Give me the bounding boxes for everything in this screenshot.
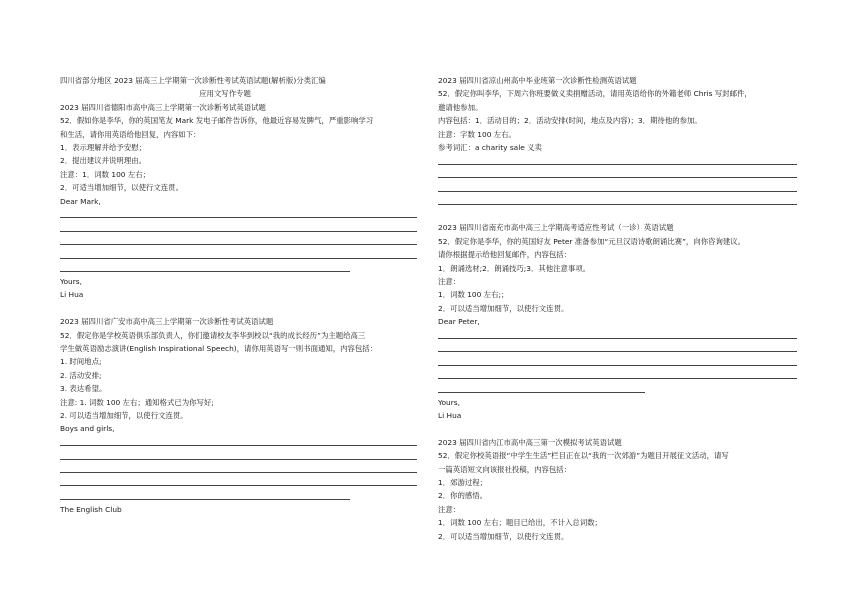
section-spacer: [60, 302, 420, 315]
document-subtitle: 应用文写作专题: [199, 89, 251, 99]
note-label: 注意：: [438, 277, 461, 287]
question-text: 52．假定你叫李华，下周六你班要做义卖捐赠活动，请用英语给你的外籍老师 Chris 写封邮件，: [438, 89, 752, 99]
section-title-liangshan: 2023 届四川省凉山州高中毕业班第一次诊断性检测英语试题: [438, 76, 637, 85]
question-text: 请你根据提示给他回复邮件，内容包括：: [438, 250, 572, 260]
answer-line[interactable]: [438, 382, 798, 395]
note-text: 2．可适当增加细节，以使行文连贯。: [60, 183, 183, 193]
answer-line[interactable]: [60, 436, 420, 449]
question-text: 学生做英语励志演讲(English Inspirational Speech)，请你用英语写一则书面通知，内容包括：: [60, 344, 378, 354]
answer-line[interactable]: [60, 248, 420, 261]
requirement-item: 1. 时间地点;: [60, 357, 102, 367]
question-text: 52．假定你是李华，你的英国好友 Peter 准备参加“元旦汉语诗歌朗诵比赛”，向你咨询建议。: [438, 236, 746, 246]
notice-greeting: Boys and girls,: [60, 424, 115, 434]
left-column: [60, 74, 420, 516]
content-requirements: 1．朗诵选材;2．朗诵技巧;3．其他注意事项。: [438, 263, 591, 273]
letter-signature: Li Hua: [60, 290, 84, 300]
note-text: 注意: 1. 词数 100 左右；通知格式已为你写好;: [60, 397, 214, 407]
question-text: 52．假定你是学校英语俱乐部负责人，你们邀请校友李华到校以“我的成长经历”为主题给高三: [60, 330, 366, 340]
letter-signature: Li Hua: [438, 411, 462, 420]
note-text: 2．可以适当增加细节，以使行文连贯。: [438, 303, 569, 313]
reference-vocabulary: 参考词汇：a charity sale 义卖: [438, 143, 542, 153]
content-requirements: 内容包括：1．活动目的；2．活动安排(时间，地点及内容)；3．期待他的参加。: [438, 116, 702, 126]
requirement-item: 1．表示理解并给予安慰；: [60, 143, 147, 153]
answer-line[interactable]: [438, 369, 798, 382]
section-spacer: [438, 422, 798, 435]
answer-line[interactable]: [438, 329, 798, 342]
right-column: [438, 74, 798, 543]
answer-line[interactable]: [60, 476, 420, 489]
answer-line[interactable]: [438, 195, 798, 208]
answer-line[interactable]: [60, 221, 420, 234]
note-text: 2．可以适当增加细节，以使行文连贯。: [438, 531, 569, 541]
answer-line[interactable]: [438, 168, 798, 181]
note-text: 注意：1．词数 100 左右；: [60, 169, 151, 179]
answer-line[interactable]: [60, 262, 420, 275]
answer-line[interactable]: [60, 208, 420, 221]
section-title-guang-an: 2023 届四川省广安市高中高三上学期第一次诊断性考试英语试题: [60, 317, 274, 327]
answer-line[interactable]: [438, 342, 798, 355]
section-title-neijiang: 2023 届四川省内江市高中高三第一次模拟考试英语试题: [438, 437, 622, 447]
answer-line[interactable]: [438, 154, 798, 167]
requirement-item: 1．郊游过程；: [438, 478, 488, 488]
note-text: 注意：字数 100 左右。: [438, 129, 516, 139]
answer-line[interactable]: [60, 489, 420, 502]
note-label: 注意：: [438, 504, 461, 514]
question-text: 52．假如你是李华，你的英国笔友 Mark 发电子邮件告诉你，他最近容易发脾气，严重影响学习: [60, 116, 374, 126]
section-title-deyang: 2023 届四川省德阳市高中高三上学期第一次诊断考试英语试题: [60, 102, 266, 112]
question-text: 和生活，请你用英语给他回复，内容如下：: [60, 129, 201, 139]
answer-line[interactable]: [60, 463, 420, 476]
requirement-item: 2．你的感悟。: [438, 491, 488, 501]
letter-greeting: Dear Peter,: [438, 317, 480, 327]
letter-closing: Yours,: [60, 277, 82, 287]
letter-greeting: Dear Mark,: [60, 196, 101, 206]
requirement-item: 3. 表达希望。: [60, 384, 107, 394]
letter-closing: Yours,: [438, 397, 460, 407]
notice-signature: The English Club: [60, 504, 122, 514]
question-text: 52．假定你校英语报“中学生生活”栏目正在以“我的一次郊游”为题目开展征文活动，请写: [438, 451, 729, 461]
question-text: 邀请他参加。: [438, 102, 483, 112]
question-text: 一篇英语短文向该报社投稿，内容包括：: [438, 464, 572, 474]
answer-line[interactable]: [60, 235, 420, 248]
note-text: 1．词数 100 左右；题目已给出，不计入总词数；: [438, 518, 602, 528]
note-text: 2. 可以适当增加细节，以使行文连贯。: [60, 411, 188, 421]
requirement-item: 2. 活动安排;: [60, 370, 102, 380]
section-title-nanchong: 2023 届四川省南充市高中高三上学期高考适应性考试（一诊）英语试题: [438, 223, 674, 233]
answer-line[interactable]: [438, 181, 798, 194]
document-title: 四川省部分地区 2023 届高三上学期第一次诊断性考试英语试题(解析版)分类汇编: [60, 76, 326, 85]
answer-line[interactable]: [438, 355, 798, 368]
requirement-item: 2．提出建议并说明理由。: [60, 156, 147, 166]
answer-line[interactable]: [60, 449, 420, 462]
section-spacer: [438, 208, 798, 221]
note-text: 1．词数 100 左右;；: [438, 290, 509, 300]
